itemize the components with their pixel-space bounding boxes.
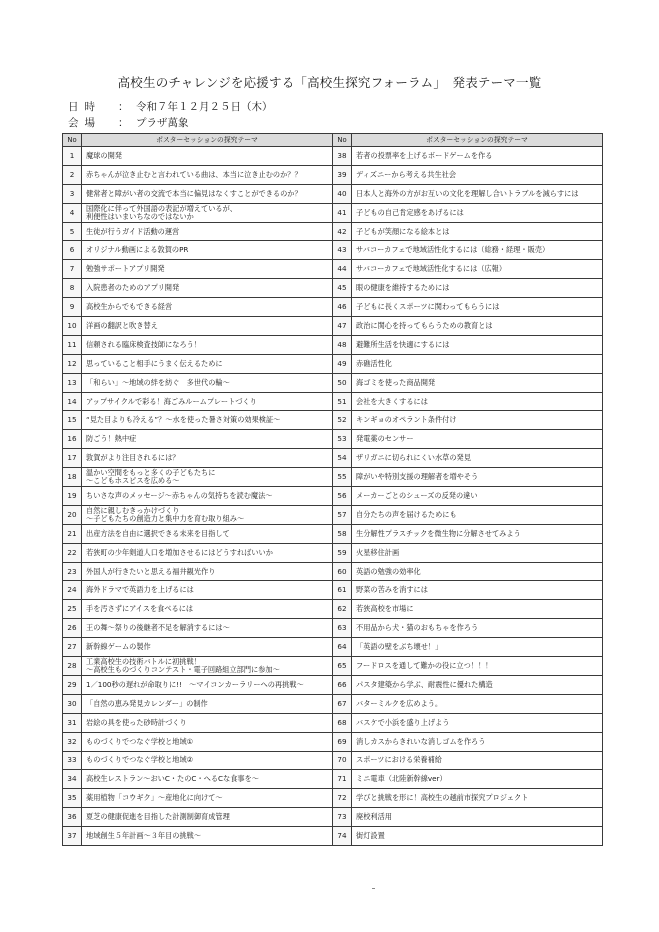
row-theme: 子どもに長くスポーツに関わってもらうには [352, 298, 603, 317]
row-theme: 海外ドラマで英語力を上げるには [82, 581, 333, 600]
row-number: 60 [333, 562, 352, 581]
table-row [63, 392, 333, 411]
table-row [63, 317, 333, 336]
row-theme: 手を汚さずにアイスを食べるには [82, 600, 333, 619]
table-row [63, 165, 333, 184]
row-theme: 地域創生５年計画～３年目の挑戦～ [82, 827, 333, 846]
row-theme: 1／100秒の遅れが命取りに!! ～マイコンカーラリーへの再挑戦～ [82, 675, 333, 694]
row-number: 1 [63, 147, 82, 166]
date-value: 令和７年１２月２５日（木） [136, 101, 273, 113]
row-number: 34 [63, 770, 82, 789]
table-row [63, 354, 333, 373]
table-row [333, 354, 603, 373]
row-theme: 王の舞～祭りの後継者不足を解消するには～ [82, 619, 333, 638]
row-number: 63 [333, 619, 352, 638]
row-number: 5 [63, 222, 82, 241]
row-theme: パスタ建築から学ぶ、耐震性に優れた構造 [352, 675, 603, 694]
table-row [333, 581, 603, 600]
row-theme: 発電薬のセンサー [352, 430, 603, 449]
row-number: 23 [63, 562, 82, 581]
table-row [333, 827, 603, 846]
row-number: 26 [63, 619, 82, 638]
row-theme: ディズニーから考える共生社会 [352, 165, 603, 184]
row-number: 8 [63, 279, 82, 298]
table-row [63, 789, 333, 808]
row-theme: 高校生からでもできる経営 [82, 298, 333, 317]
table-row [333, 675, 603, 694]
table-row [63, 184, 333, 203]
row-number: 57 [333, 505, 352, 524]
table-row [333, 562, 603, 581]
row-number: 71 [333, 770, 352, 789]
table-row [333, 260, 603, 279]
row-number: 43 [333, 241, 352, 260]
theme-table-right-body [333, 147, 603, 846]
row-theme: フードロスを通して難かの役に立つ！！！ [352, 657, 603, 676]
row-number: 47 [333, 317, 352, 336]
row-number: 30 [63, 694, 82, 713]
table-row [333, 411, 603, 430]
row-theme: 入院患者のためのアプリ開発 [82, 279, 333, 298]
table-row [333, 808, 603, 827]
table-row [333, 770, 603, 789]
row-theme: 日本人と海外の方がお互いの文化を理解し合いトラブルを減らすには [352, 184, 603, 203]
row-theme: 「自然の恵み発見カレンダー」の制作 [82, 694, 333, 713]
row-number: 52 [333, 411, 352, 430]
table-row [63, 373, 333, 392]
row-theme: バスケで小浜を盛り上げよう [352, 713, 603, 732]
table-row [63, 657, 333, 676]
row-theme: サバコーカフェで地域活性化するには（広報） [352, 260, 603, 279]
row-theme: 子どもが笑顔になる絵本とは [352, 222, 603, 241]
row-number: 29 [63, 675, 82, 694]
table-row [63, 732, 333, 751]
row-theme: 街灯設置 [352, 827, 603, 846]
table-row [333, 203, 603, 222]
table-row [63, 543, 333, 562]
table-row [333, 373, 603, 392]
row-theme: 眼の健康を維持するためには [352, 279, 603, 298]
table-row [333, 279, 603, 298]
row-theme: 出産方法を自由に選択できる未来を目指して [82, 524, 333, 543]
row-number: 18 [63, 468, 82, 487]
row-number: 44 [333, 260, 352, 279]
table-row [333, 619, 603, 638]
row-theme: 若者の投票率を上げるボードゲームを作る [352, 147, 603, 166]
header-theme: ポスターセッションの探究テーマ [82, 134, 333, 147]
row-theme: 若狭町の少年剣道人口を増加させるにはどうすればいいか [82, 543, 333, 562]
table-row [333, 468, 603, 487]
table-row [63, 487, 333, 506]
row-number: 67 [333, 694, 352, 713]
row-number: 69 [333, 732, 352, 751]
row-number: 62 [333, 600, 352, 619]
table-row [333, 317, 603, 336]
row-theme: ちいさな声のメッセージ～赤ちゃんの気持ちを読む魔法～ [82, 487, 333, 506]
row-theme: 新幹線ゲームの製作 [82, 638, 333, 657]
date-label: 日時 [68, 101, 101, 113]
row-theme: 夏芝の健康促進を目指した計測制御育成管理 [82, 808, 333, 827]
row-number: 66 [333, 675, 352, 694]
table-row [63, 241, 333, 260]
row-number: 15 [63, 411, 82, 430]
row-number: 72 [333, 789, 352, 808]
table-row [333, 638, 603, 657]
table-row [63, 430, 333, 449]
row-theme: 高校生レストラン～おいC・たのC・へるCな食事を～ [82, 770, 333, 789]
table-row [333, 543, 603, 562]
row-number: 12 [63, 354, 82, 373]
row-theme: 障がいや特別支援の理解者を増やそう [352, 468, 603, 487]
row-number: 50 [333, 373, 352, 392]
table-row [63, 808, 333, 827]
table-row [63, 619, 333, 638]
row-number: 48 [333, 335, 352, 354]
header-no: No [333, 134, 352, 147]
table-row [63, 524, 333, 543]
table-row [63, 694, 333, 713]
row-number: 73 [333, 808, 352, 827]
table-row [333, 694, 603, 713]
table-row [63, 562, 333, 581]
row-theme: サバコーカフェで地域活性化するには（総務・経理・販売） [352, 241, 603, 260]
table-row [333, 392, 603, 411]
row-theme: 生徒が行うガイド活動の運営 [82, 222, 333, 241]
table-row [63, 770, 333, 789]
table-row [63, 581, 333, 600]
table-row [63, 449, 333, 468]
row-number: 61 [333, 581, 352, 600]
table-row [63, 260, 333, 279]
row-number: 41 [333, 203, 352, 222]
table-row [333, 222, 603, 241]
date-colon: ： [118, 101, 129, 113]
row-number: 58 [333, 524, 352, 543]
row-number: 70 [333, 751, 352, 770]
table-row [333, 241, 603, 260]
row-theme: 廃校利活用 [352, 808, 603, 827]
table-row [63, 675, 333, 694]
row-theme: 「英語の壁をぶち壊せ！」 [352, 638, 603, 657]
row-theme: 薬用植物「コウギク」～産地化に向けて～ [82, 789, 333, 808]
row-theme: アップサイクルで彩る！海ごみルームプレートづくり [82, 392, 333, 411]
row-number: 68 [333, 713, 352, 732]
row-number: 51 [333, 392, 352, 411]
row-number: 54 [333, 449, 352, 468]
row-theme: キンギョのオペラント条件付け [352, 411, 603, 430]
row-theme: 自分たちの声を届けるためにも [352, 505, 603, 524]
row-theme: 火星移住計画 [352, 543, 603, 562]
row-theme: 「和らい」～地域の絆を紡ぐ 多世代の輪～ [82, 373, 333, 392]
table-row [63, 279, 333, 298]
table-row [333, 335, 603, 354]
table-row [333, 524, 603, 543]
table-row [333, 505, 603, 524]
row-theme: 勉強サポートアプリ開発 [82, 260, 333, 279]
table-header-row [333, 134, 603, 147]
table-row [63, 638, 333, 657]
row-theme: 学びと挑戦を形に！高校生の越前市探究プロジェクト [352, 789, 603, 808]
table-row [63, 505, 333, 524]
row-number: 27 [63, 638, 82, 657]
table-row [63, 298, 333, 317]
venue-value: プラザ萬象 [136, 117, 189, 129]
row-number: 14 [63, 392, 82, 411]
row-theme: 会社を大きくするには [352, 392, 603, 411]
table-row [333, 713, 603, 732]
row-number: 13 [63, 373, 82, 392]
table-row [63, 713, 333, 732]
row-theme: ものづくりでつなぐ学校と地域① [82, 732, 333, 751]
table-row [333, 184, 603, 203]
venue-colon: ： [118, 117, 129, 129]
table-row [63, 222, 333, 241]
row-theme: 自然に親しむきっかけづくり ～子どもたちの創造力と集中力を育む取り組み～ [82, 505, 333, 524]
venue-label: 会場 [68, 117, 101, 129]
row-number: 17 [63, 449, 82, 468]
row-theme: 赤礁活性化 [352, 354, 603, 373]
row-number: 32 [63, 732, 82, 751]
row-theme: 子どもの自己肯定感をあげるには [352, 203, 603, 222]
event-date [68, 99, 273, 114]
row-number: 31 [63, 713, 82, 732]
row-number: 36 [63, 808, 82, 827]
row-theme: オリジナル動画による敦賀のPR [82, 241, 333, 260]
row-theme: 魔球の開発 [82, 147, 333, 166]
row-number: 59 [333, 543, 352, 562]
row-theme: 若狭高校を市場に [352, 600, 603, 619]
table-row [333, 657, 603, 676]
row-theme: 不用品から犬・猫のおもちゃを作ろう [352, 619, 603, 638]
row-number: 6 [63, 241, 82, 260]
header-no: No [63, 134, 82, 147]
table-row [333, 600, 603, 619]
row-theme: ものづくりでつなぐ学校と地域② [82, 751, 333, 770]
table-row [63, 335, 333, 354]
row-number: 39 [333, 165, 352, 184]
table-row [333, 147, 603, 166]
row-theme: 政治に関心を持ってもらうための教育とは [352, 317, 603, 336]
row-theme: 海ゴミを使った商品開発 [352, 373, 603, 392]
event-venue [68, 115, 189, 130]
row-number: 22 [63, 543, 82, 562]
table-row [333, 449, 603, 468]
row-number: 25 [63, 600, 82, 619]
table-row [63, 411, 333, 430]
row-theme: スポーツにおける栄養補給 [352, 751, 603, 770]
row-number: 2 [63, 165, 82, 184]
row-number: 10 [63, 317, 82, 336]
table-row [333, 487, 603, 506]
row-number: 19 [63, 487, 82, 506]
row-number: 28 [63, 657, 82, 676]
row-theme: 国際化に伴って外国語の表記が増えているが、 利便性はいまいちなのではないか [82, 203, 333, 222]
row-theme: “見た目よりも冷える”？～水を使った暑さ対策の効果検証～ [82, 411, 333, 430]
table-row [63, 147, 333, 166]
row-theme: 英語の勉強の効率化 [352, 562, 603, 581]
row-theme: 生分解性プラスチックを微生物に分解させてみよう [352, 524, 603, 543]
table-row [333, 298, 603, 317]
row-number: 33 [63, 751, 82, 770]
row-number: 64 [333, 638, 352, 657]
row-number: 7 [63, 260, 82, 279]
row-theme: ミニ電車（北陸新幹線ver） [352, 770, 603, 789]
row-theme: 防ごう！熱中症 [82, 430, 333, 449]
row-number: 74 [333, 827, 352, 846]
table-row [333, 789, 603, 808]
row-theme: 外国人が行きたいと思える福井観光作り [82, 562, 333, 581]
row-number: 16 [63, 430, 82, 449]
table-row [333, 165, 603, 184]
row-number: 3 [63, 184, 82, 203]
row-theme: 健常者と障がい者の交流で本当に偏見はなくすことができるのか？ [82, 184, 333, 203]
row-theme: 赤ちゃんが泣き止むと言われている曲は、本当に泣き止むのか？？ [82, 165, 333, 184]
row-number: 53 [333, 430, 352, 449]
row-number: 38 [333, 147, 352, 166]
row-theme: 信頼される臨床検査技師になろう！ [82, 335, 333, 354]
row-theme: メーカーごとのシューズの反発の違い [352, 487, 603, 506]
row-number: 65 [333, 657, 352, 676]
table-row [63, 751, 333, 770]
table-row [63, 203, 333, 222]
table-row [63, 468, 333, 487]
row-theme: 思っていること相手にうまく伝えるために [82, 354, 333, 373]
row-number: 37 [63, 827, 82, 846]
theme-table-left [62, 133, 333, 846]
row-number: 45 [333, 279, 352, 298]
table-row [333, 732, 603, 751]
row-number: 9 [63, 298, 82, 317]
table-header-row [63, 134, 333, 147]
table-row [63, 827, 333, 846]
row-number: 40 [333, 184, 352, 203]
row-theme: 温かい空間をもっと多くの子どもたちに ～こどもホスピスを広める～ [82, 468, 333, 487]
table-row [63, 600, 333, 619]
row-theme: 敦賀がより注目されるには？ [82, 449, 333, 468]
row-number: 35 [63, 789, 82, 808]
page-mark [372, 888, 375, 889]
table-row [333, 751, 603, 770]
row-theme: 洋画の翻訳と吹き替え [82, 317, 333, 336]
row-number: 21 [63, 524, 82, 543]
row-number: 24 [63, 581, 82, 600]
theme-table-left-body [63, 147, 333, 846]
row-theme: バターミルクを広めよう。 [352, 694, 603, 713]
row-number: 56 [333, 487, 352, 506]
row-theme: 消しカスからきれいな消しゴムを作ろう [352, 732, 603, 751]
row-theme: 避難所生活を快適にするには [352, 335, 603, 354]
row-number: 42 [333, 222, 352, 241]
table-row [333, 430, 603, 449]
row-number: 20 [63, 505, 82, 524]
row-theme: 岩絵の具を使った砂時計づくり [82, 713, 333, 732]
row-number: 46 [333, 298, 352, 317]
document-title: 高校生のチャレンジを応援する「高校生探究フォーラム」 発表テーマ一覧 [117, 75, 542, 90]
theme-table-right [332, 133, 603, 846]
row-theme: 野菜の苦みを消すには [352, 581, 603, 600]
row-theme: 工業高校生の技術バトルに初挑戦！ ～高校生ものづくりコンテスト・電子回路組立部門に参加～ [82, 657, 333, 676]
row-theme: ザリガニに切られにくい水草の発見 [352, 449, 603, 468]
row-number: 4 [63, 203, 82, 222]
row-number: 55 [333, 468, 352, 487]
row-number: 11 [63, 335, 82, 354]
row-number: 49 [333, 354, 352, 373]
header-theme: ポスターセッションの探究テーマ [352, 134, 603, 147]
